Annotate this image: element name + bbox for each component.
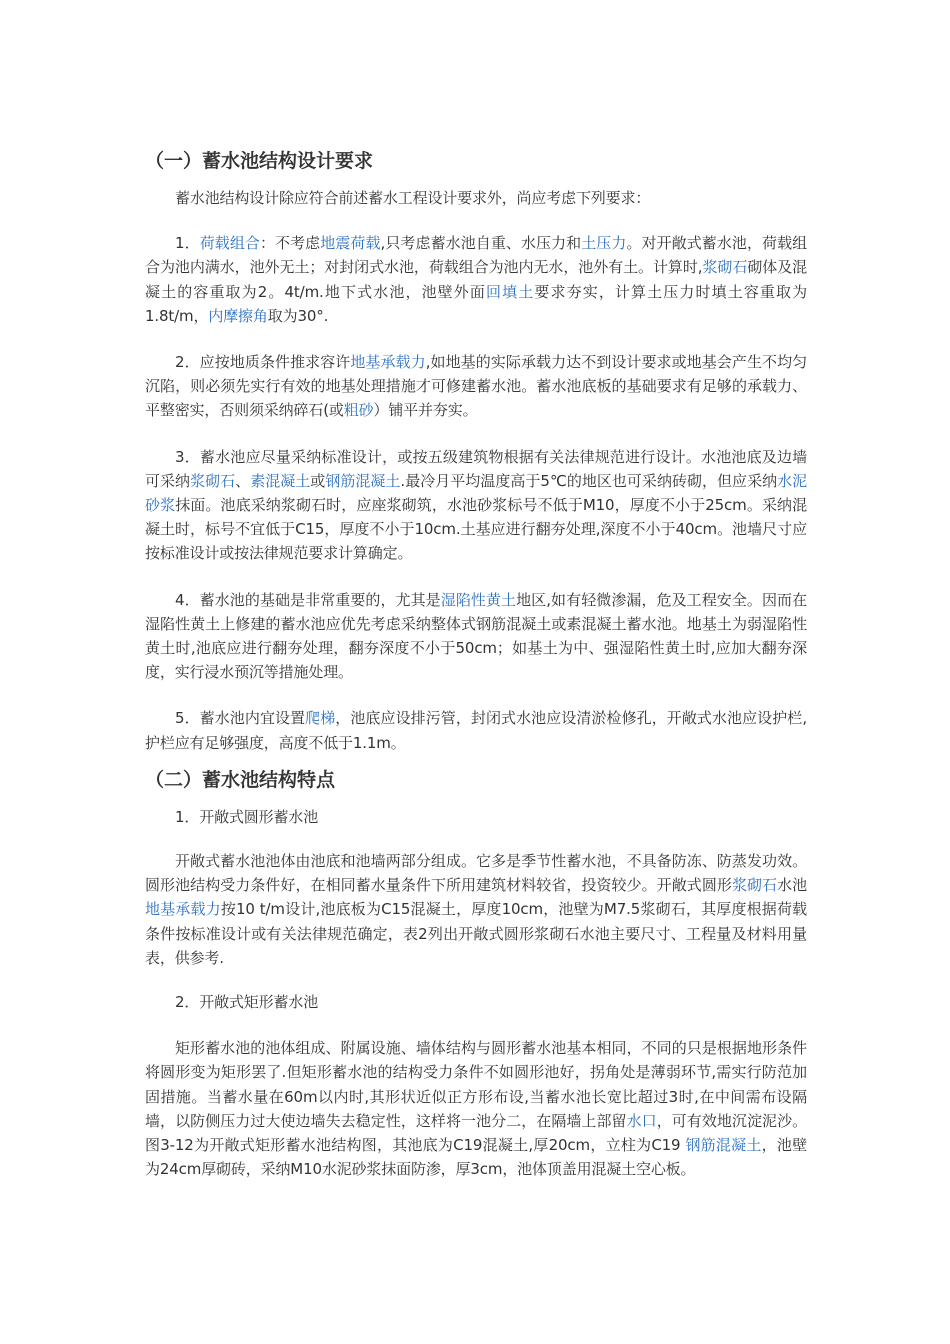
- text-run: 4．蓄水池的基础是非常重要的，尤其是: [175, 590, 441, 609]
- text-run: 、: [235, 471, 251, 490]
- keyword-link[interactable]: 浆砌石: [702, 258, 748, 277]
- requirement-2-paragraph: [145, 350, 807, 423]
- text-run: 矩形蓄水池的池体组成、附属设施、墙体结构与圆形蓄水池基本相同，不同的只是根据地形条件将圆形变为矩形罢了.但矩形蓄水池的结构受力条件不如圆形池好，拐角处是薄弱环节,需实行防范加固措施。当蓄水量在60m以内时,其形状近似正方形布设,当蓄水池长宽比超过3时,在中间需布设隔墙，以防侧压力过大使边墙失去稳定性，这样将一池分二，在隔墙上部留: [145, 1039, 807, 1130]
- text-run: 抹面。池底采纳浆砌石时，应座浆砌筑，水池砂浆标号不低于M10，厚度不小于25cm。采纳混凝土时，标号不宜低于C15，厚度不小于10cm.土基应进行翻夯处理,深度不小于40cm。池墙尺寸应按标准设计或按法律规范要求计算确定。: [145, 496, 807, 563]
- keyword-link[interactable]: 素混凝土: [250, 471, 311, 490]
- section-1-intro: 蓄水池结构设计除应符合前述蓄水工程设计要求外，尚应考虑下列要求：: [175, 189, 651, 207]
- text-run: 2．应按地质条件推求容许: [175, 353, 351, 372]
- text-run: ）铺平并夯实。: [373, 401, 478, 420]
- text-run: 要求夯实，计算土压力时填土容重取为1.8t/m，: [145, 282, 808, 325]
- text-run: ，池壁为24cm厚砌砖，采纳M10水泥砂浆抹面防渗，厚3cm，池体顶盖用混凝土空心板。: [145, 1136, 807, 1179]
- subsection-1-title: 1．开敞式圆形蓄水池: [175, 807, 319, 826]
- text-run: 取为30°.: [267, 306, 329, 325]
- requirement-1-paragraph: [145, 231, 807, 328]
- text-run: 或: [310, 471, 326, 490]
- keyword-link[interactable]: 水泥砂浆: [145, 471, 807, 515]
- requirement-4-paragraph: [145, 588, 807, 685]
- keyword-link[interactable]: 浆砌石: [731, 876, 778, 895]
- subsection-2-paragraph: [145, 1036, 807, 1181]
- keyword-link[interactable]: 地基承载力: [350, 353, 426, 372]
- keyword-link[interactable]: 荷载组合: [199, 234, 260, 253]
- text-run: ,如地基的实际承载力达不到设计要求或地基会产生不均匀沉陷，则必须先实行有效的地基处理措施才可修建蓄水池。蓄水池底板的基础要求有足够的承载力、平整密实，否则须采纳碎石(或: [145, 353, 807, 420]
- section-2-heading: （二）蓄水池结构特点: [145, 768, 336, 791]
- text-run: 按10 t/m设计,池底板为C15混凝土，厚度10cm，池壁为M7.5浆砌石，其厚度根据荷载条件按标准设计或有关法律规范确定，表2列出开敞式圆形浆砌石水池主要尺寸、工程量及材料用量表，供参考.: [145, 900, 807, 967]
- text-run: .最冷月平均温度高于5℃的地区也可采纳砖砌，但应采纳: [400, 471, 778, 490]
- keyword-link[interactable]: 内摩擦角: [208, 306, 268, 325]
- text-run: 开敞式蓄水池池体由池底和池墙两部分组成。它多是季节性蓄水池，不具备防冻、防蒸发功效。圆形池结构受力条件好，在相同蓄水量条件下所用建筑材料较省，投资较少。开敞式圆形: [145, 852, 807, 895]
- keyword-link[interactable]: 水口: [626, 1111, 657, 1130]
- requirement-5-paragraph: [145, 706, 807, 754]
- keyword-link[interactable]: 钢筋混凝土: [685, 1136, 762, 1155]
- text-run: 地区,如有轻微渗漏，危及工程安全。因而在湿陷性黄土上修建的蓄水池应优先考虑采纳整体式钢筋混凝土或素混凝土蓄水池。地基土为弱湿陷性黄土时,池底应进行翻夯处理，翻夯深度不小于50cm；如基土为中、强湿陷性黄土时,应加大翻夯深度，实行浸水预沉等措施处理。: [145, 590, 807, 682]
- document-body: [145, 146, 807, 1182]
- text-run: 砌体及混凝土的容重取为2。4t/m.地下式水池，池壁外面: [145, 258, 807, 301]
- keyword-link[interactable]: 湿陷性黄土: [440, 590, 517, 609]
- section-1-heading: （一）蓄水池结构设计要求: [145, 150, 374, 172]
- subsection-1-paragraph: [145, 849, 807, 970]
- keyword-link[interactable]: 粗砂: [343, 401, 374, 420]
- keyword-link[interactable]: 地基承载力: [145, 900, 221, 919]
- text-run: ，可有效地沉淀泥沙。图3-12为开敞式矩形蓄水池结构图，其池底为C19混凝土,厚20cm，立柱为C19: [145, 1111, 807, 1155]
- keyword-link[interactable]: 钢筋混凝土: [325, 471, 401, 490]
- text-run: 3．蓄水池应尽量采纳标准设计，或按五级建筑物根据有关法律规范进行设计。水池池底及边墙可采纳: [145, 447, 807, 490]
- keyword-link[interactable]: 浆砌石: [190, 471, 236, 490]
- text-run: ,只考虑蓄水池自重、水压力和: [380, 234, 582, 253]
- keyword-link[interactable]: 回填土: [486, 282, 535, 301]
- keyword-link[interactable]: 爬梯: [305, 709, 336, 728]
- text-run: ：不考虑: [259, 234, 321, 253]
- subsection-2-title: 2．开敞式矩形蓄水池: [175, 993, 319, 1012]
- text-run: 5．蓄水池内宜设置: [175, 709, 306, 728]
- keyword-link[interactable]: 地震荷载: [320, 234, 381, 253]
- requirement-3-paragraph: [145, 445, 807, 566]
- text-run: 水池: [777, 876, 807, 895]
- text-run: 。对开敞式蓄水池，荷载组合为池内满水，池外无土；对封闭式水池，荷载组合为池内无水，池外有土。计算时,: [145, 234, 808, 277]
- text-run: ，池底应设排污管，封闭式水池应设清淤检修孔，开敞式水池应设护栏,护栏应有足够强度，高度不低于1.1m。: [145, 709, 807, 752]
- text-run: 1．: [175, 234, 200, 253]
- keyword-link[interactable]: 土压力: [581, 234, 627, 253]
